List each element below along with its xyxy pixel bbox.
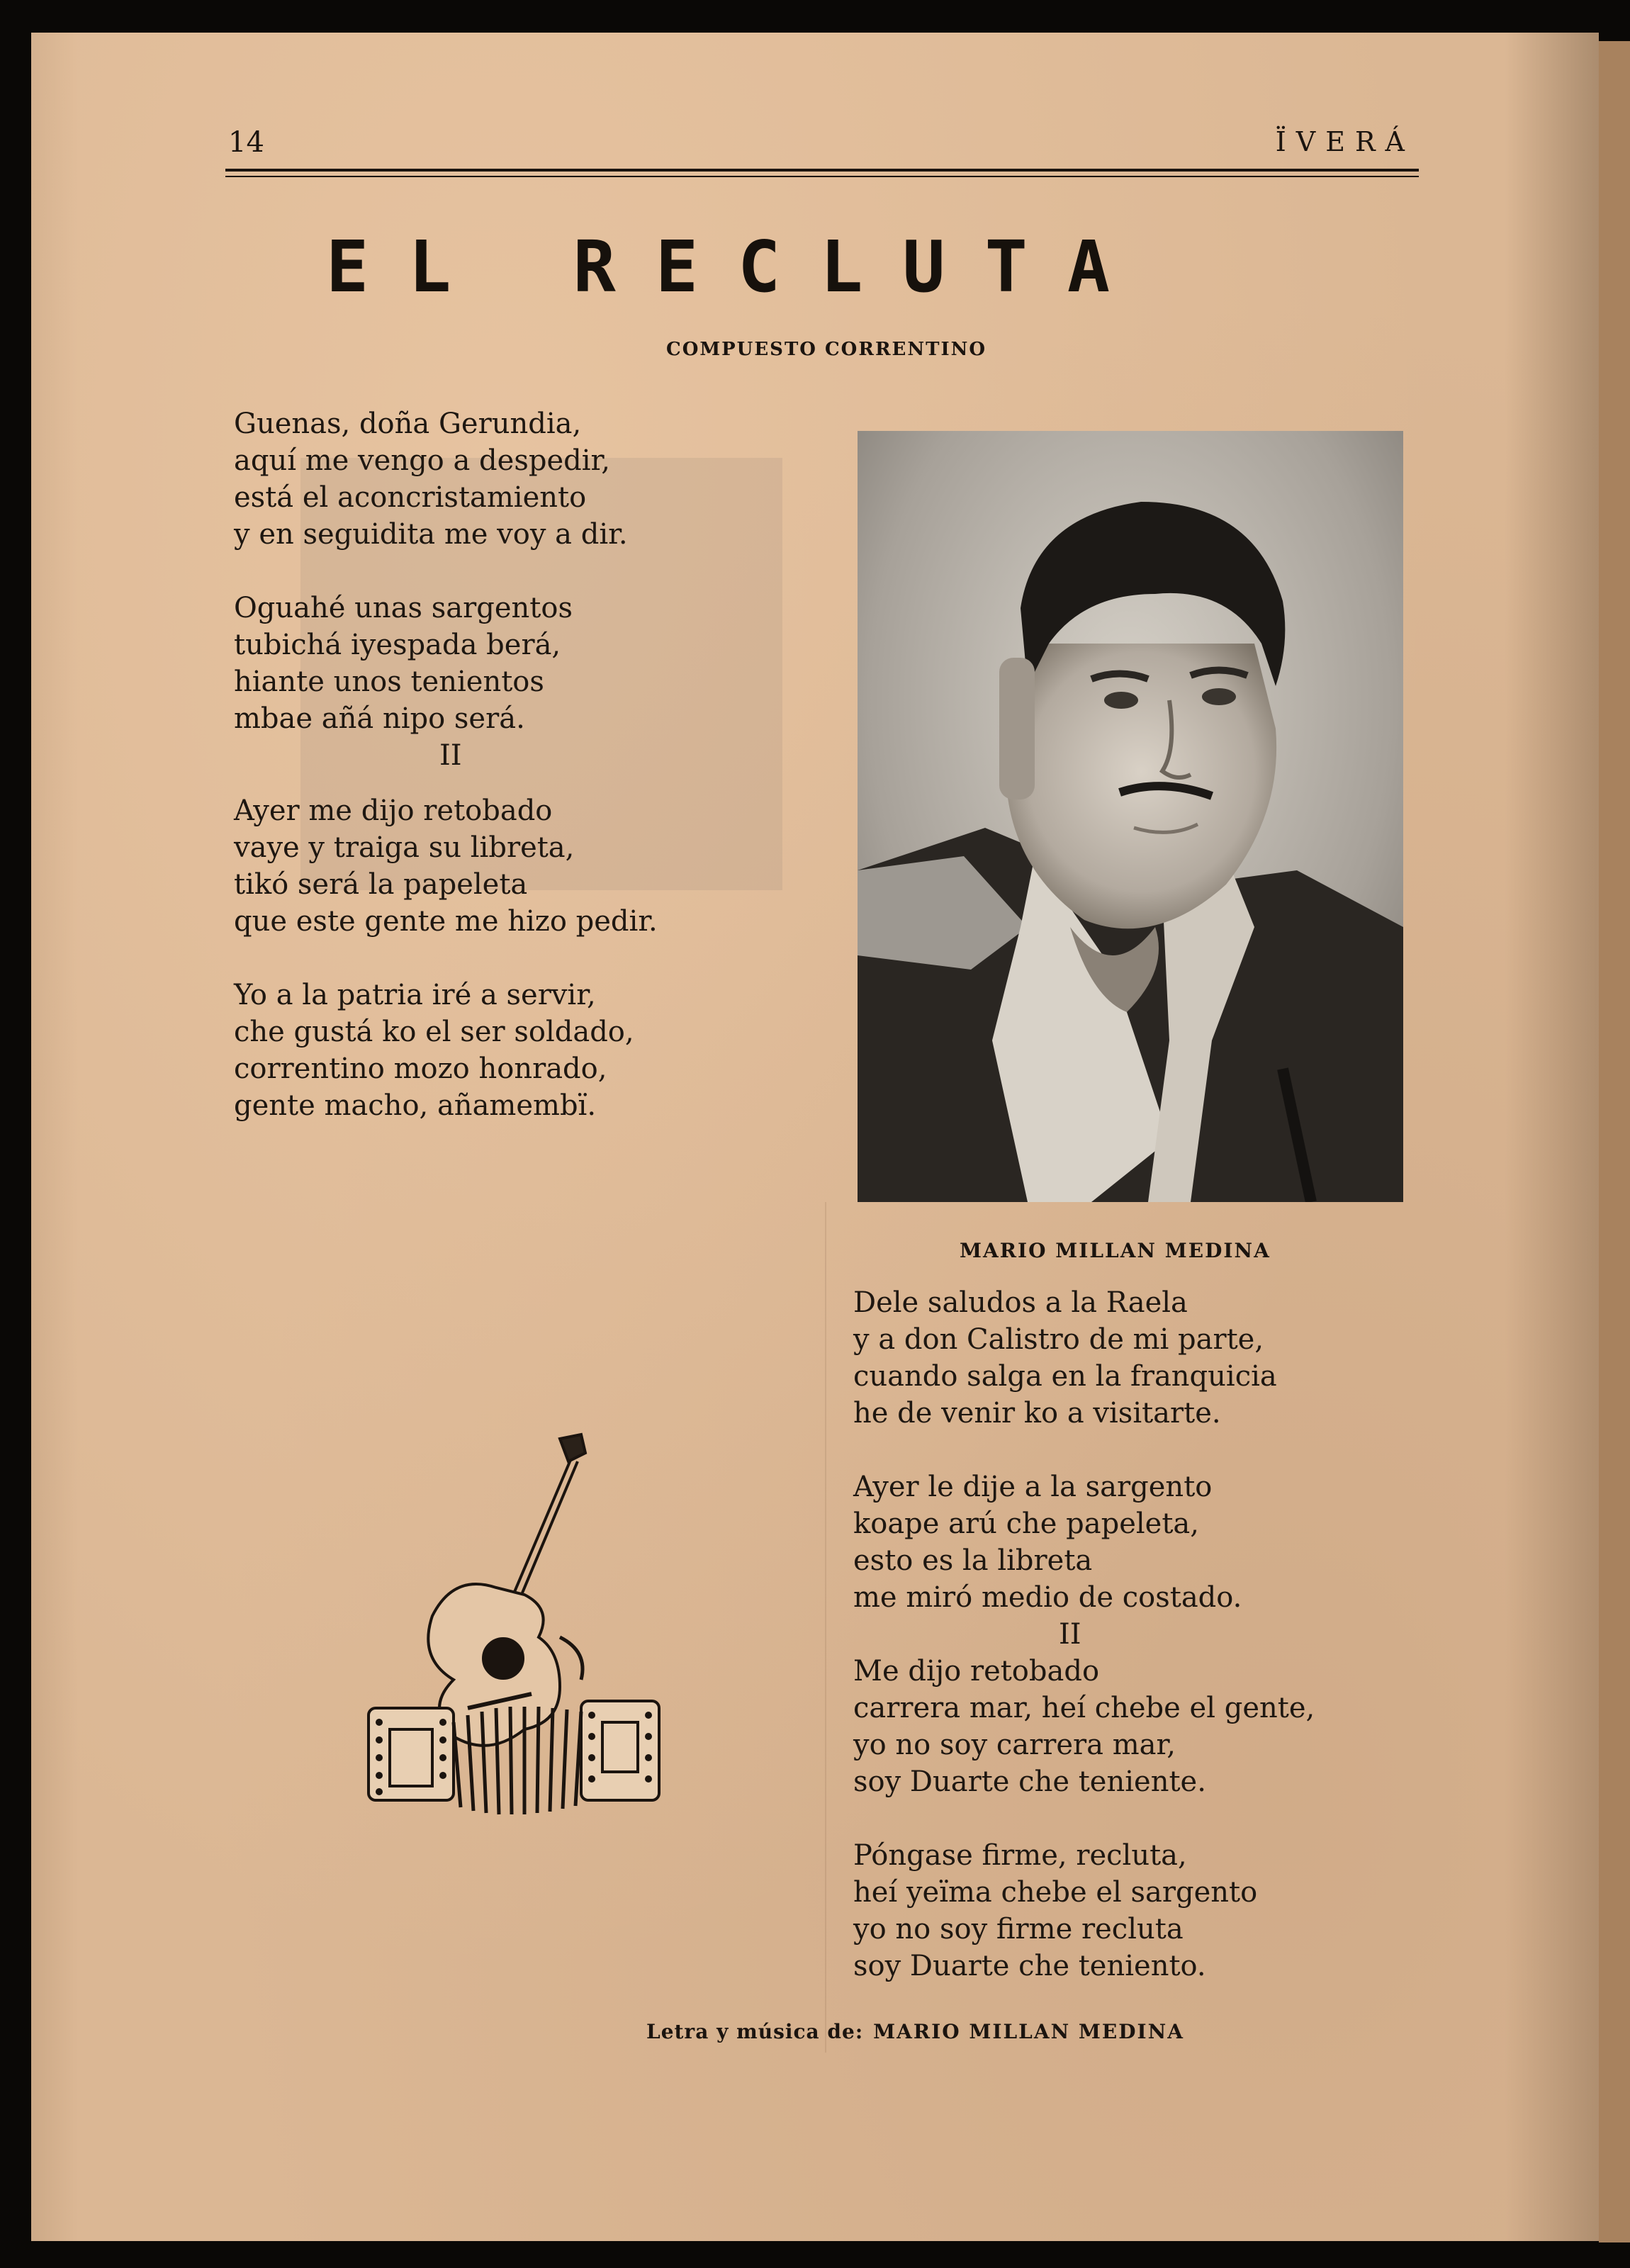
verse-line: Ayer le dije a la sargento — [853, 1471, 1213, 1503]
photo-caption: MARIO MILLAN MEDINA — [960, 1239, 1271, 1262]
verse-line: Póngase firme, recluta, — [853, 1839, 1187, 1872]
verse-line: y en seguidita me voy a dir. — [234, 518, 628, 551]
verse-line: cuando salga en la franquicia — [853, 1360, 1277, 1393]
verse-line: vaye y traiga su libreta, — [234, 831, 575, 864]
header-rule-thin — [225, 176, 1419, 177]
song-subtitle: COMPUESTO CORRENTINO — [666, 339, 987, 360]
verse-line: soy Duarte che teniente. — [853, 1765, 1206, 1798]
song-credit — [646, 2020, 1184, 2043]
stanza — [234, 405, 744, 553]
verse-line: Guenas, doña Gerundia, — [234, 408, 582, 440]
verse-line: correntino mozo honrado, — [234, 1052, 607, 1085]
section-numeral: II — [439, 739, 462, 772]
verse-line: que este gente me hizo pedir. — [234, 905, 658, 938]
page-number: 14 — [228, 126, 264, 159]
verse-line: tikó será la papeleta — [234, 868, 528, 901]
verse-line: heí yeïma chebe el sargento — [853, 1876, 1258, 1909]
credit-author: MARIO MILLAN MEDINA — [873, 2020, 1184, 2043]
stanza — [853, 1284, 1378, 1432]
magazine-name: ÏVERÁ — [1275, 126, 1415, 157]
verse-line: Yo a la patria iré a servir, — [234, 979, 596, 1011]
song-title: EL RECLUTA — [326, 225, 1150, 308]
verse-line: gente macho, añamembï. — [234, 1089, 597, 1122]
guitar-accordion-icon — [347, 1425, 673, 1821]
verse-line: aquí me vengo a despedir, — [234, 444, 610, 477]
portrait-photo — [858, 431, 1403, 1202]
page-crease — [825, 1202, 826, 2053]
stanza — [853, 1653, 1378, 1800]
right-verses — [853, 1284, 1378, 1984]
verse-line: yo no soy carrera mar, — [853, 1729, 1176, 1761]
verse-line: che gustá ko el ser soldado, — [234, 1016, 634, 1048]
adjacent-page-edge — [1599, 41, 1630, 2242]
verse-line: yo no soy firme recluta — [853, 1913, 1184, 1946]
verse-line: carrera mar, heí chebe el gente, — [853, 1692, 1315, 1724]
verse-line: Dele saludos a la Raela — [853, 1286, 1188, 1319]
stanza — [853, 1837, 1378, 1984]
verse-line: y a don Calistro de mi parte, — [853, 1323, 1264, 1356]
verse-line: Ayer me dijo retobado — [234, 795, 553, 827]
verse-line: está el aconcristamiento — [234, 481, 587, 514]
verse-line: hiante unos tenientos — [234, 666, 544, 698]
stanza — [853, 1469, 1378, 1616]
credit-label: Letra y música de: — [646, 2020, 864, 2043]
portrait-illustration — [858, 431, 1403, 1202]
section-numeral: II — [1059, 1618, 1081, 1651]
stanza — [234, 590, 744, 737]
left-verses — [234, 405, 744, 1124]
verse-line: Oguahé unas sargentos — [234, 592, 573, 624]
instruments-drawing — [347, 1425, 673, 1821]
magazine-page — [31, 33, 1599, 2241]
verse-line: koape arú che papeleta, — [853, 1508, 1199, 1540]
stanza — [234, 977, 744, 1124]
verse-line: Me dijo retobado — [853, 1655, 1100, 1688]
verse-line: me miró medio de costado. — [853, 1581, 1242, 1614]
verse-line: soy Duarte che teniento. — [853, 1950, 1206, 1982]
stanza — [234, 792, 744, 940]
verse-line: tubichá iyespada berá, — [234, 629, 561, 661]
verse-line: esto es la libreta — [853, 1544, 1093, 1577]
verse-line: mbae añá nipo será. — [234, 702, 525, 735]
header-rule — [225, 169, 1419, 172]
verse-line: he de venir ko a visitarte. — [853, 1397, 1221, 1430]
